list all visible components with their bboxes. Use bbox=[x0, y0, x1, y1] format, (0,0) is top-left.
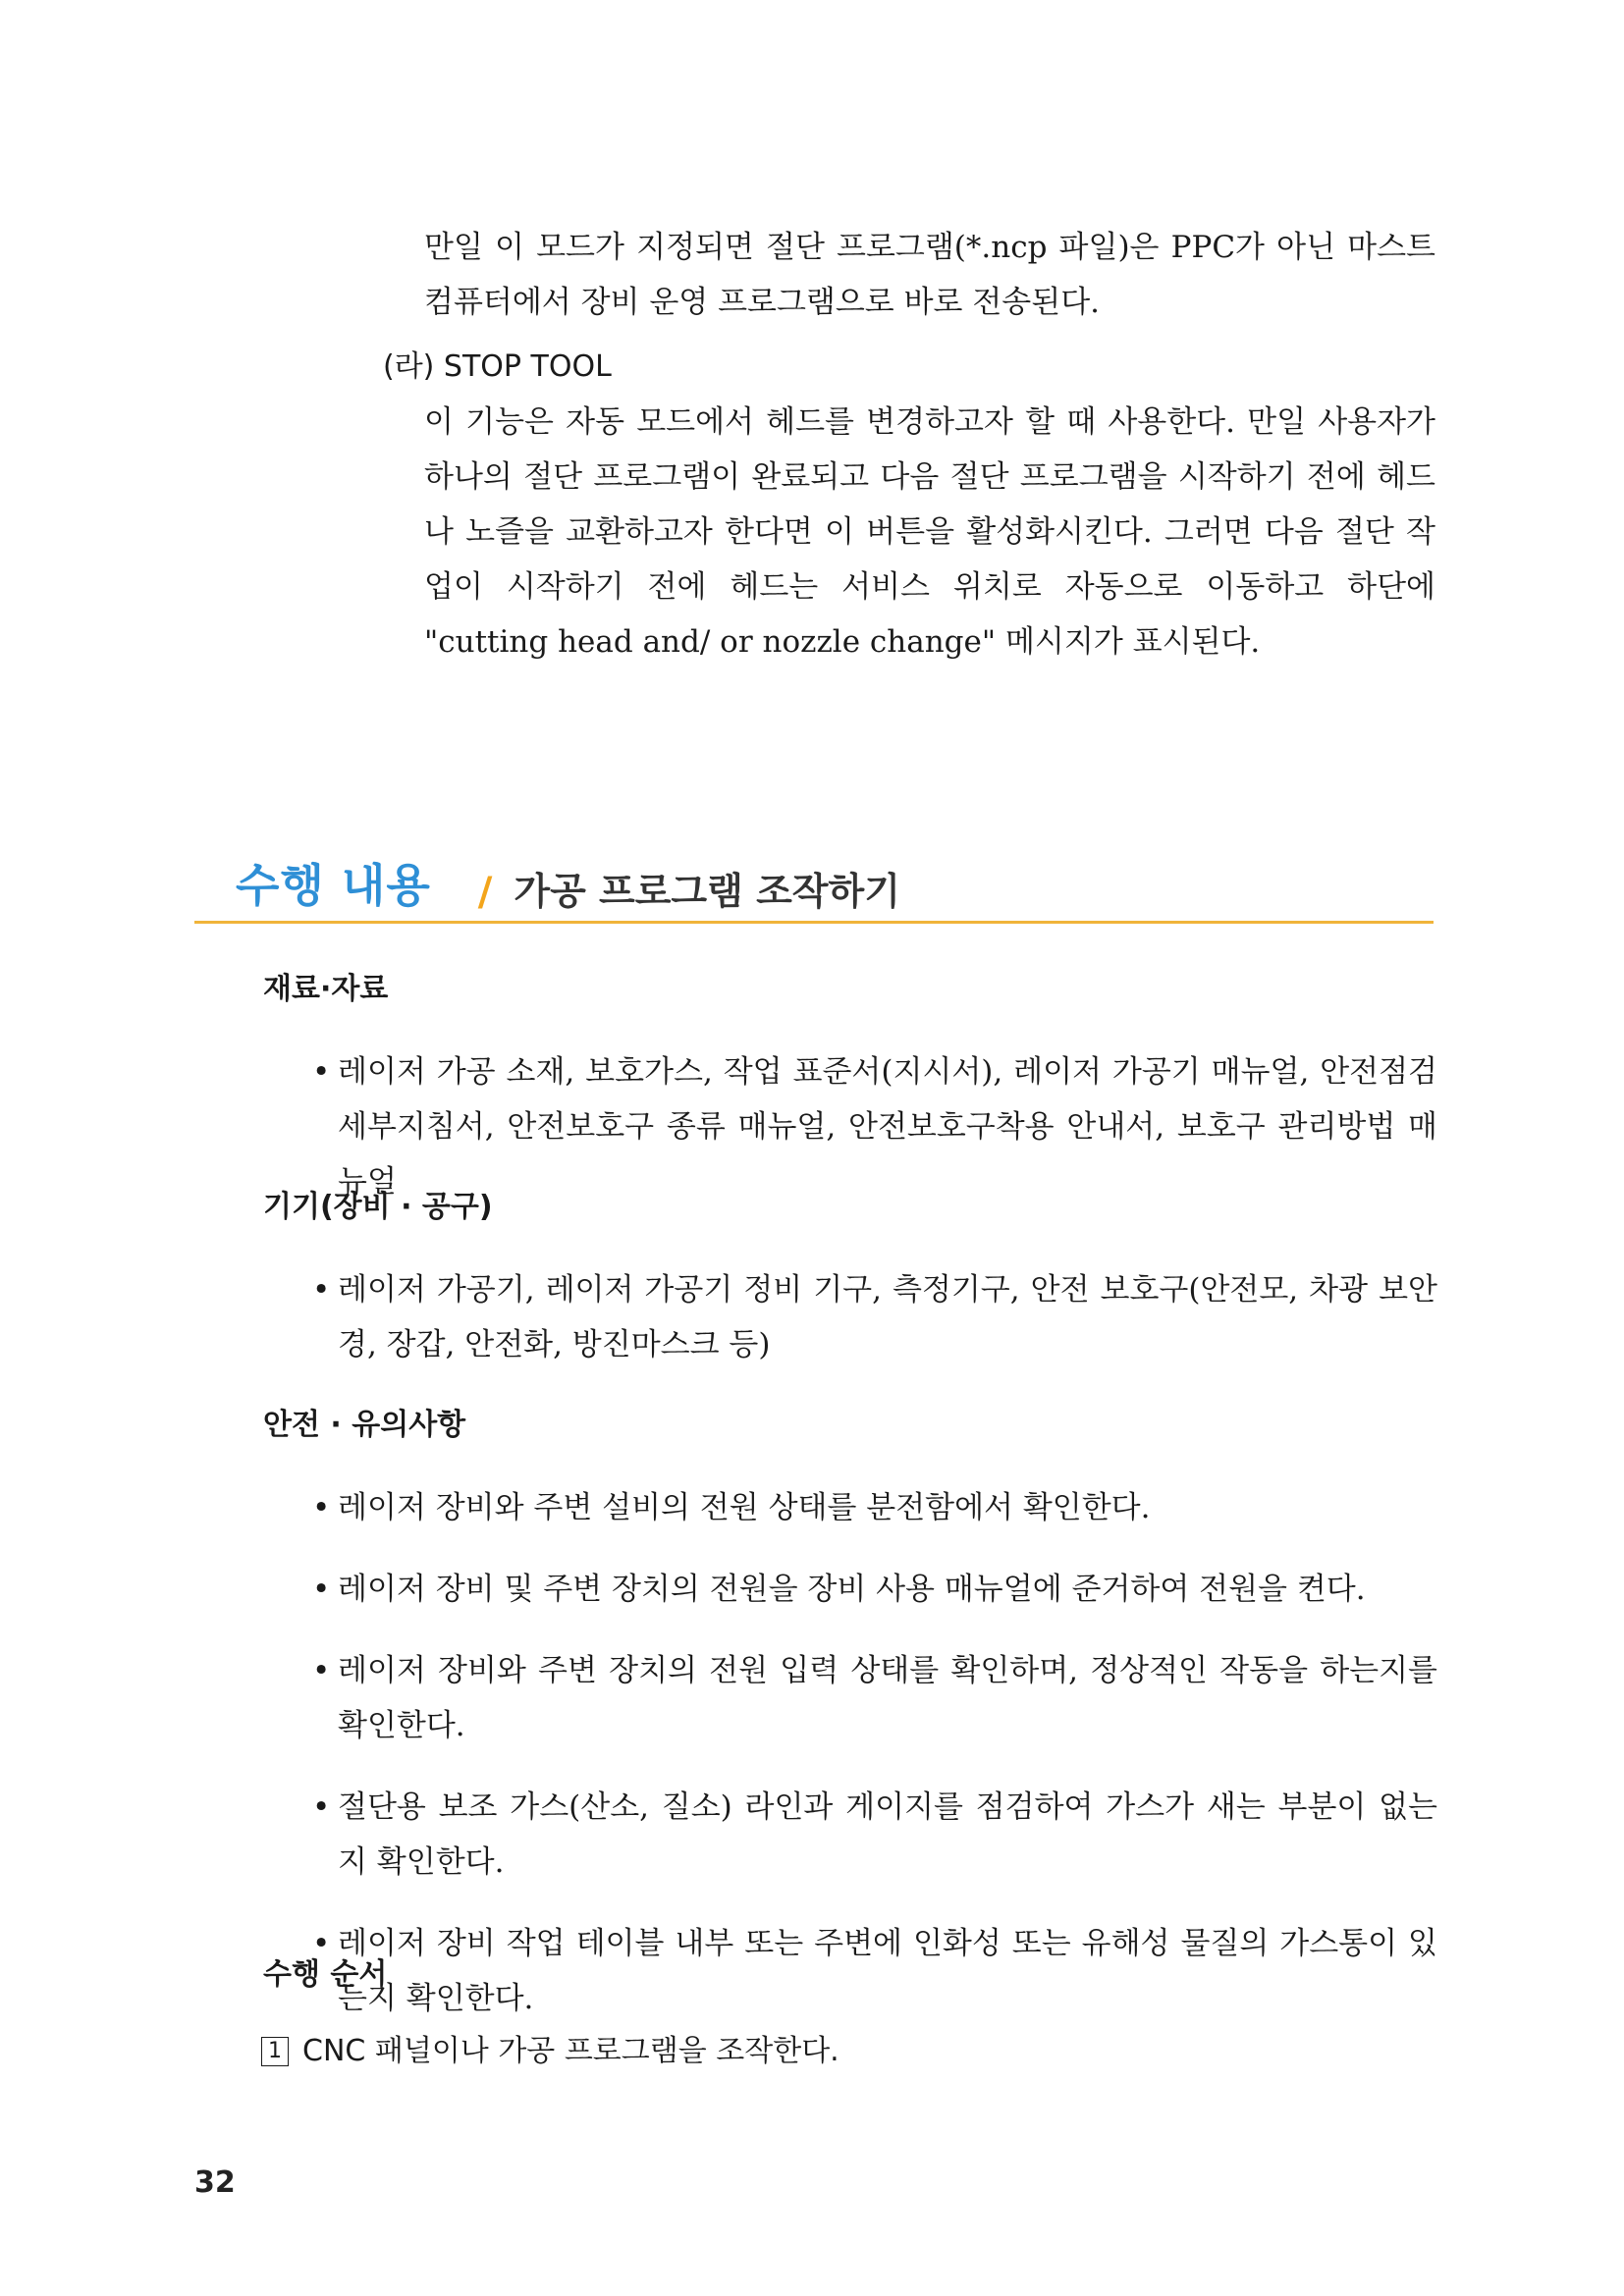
equipment-list bbox=[312, 1262, 1437, 1372]
step-text: CNC 패널이나 가공 프로그램을 조작한다. bbox=[302, 2034, 839, 2068]
list-item bbox=[312, 1562, 1437, 1617]
equipment-heading: 기기(장비 · 공구) bbox=[263, 1190, 493, 1224]
safety-heading: 안전 · 유의사항 bbox=[263, 1408, 466, 1442]
list-item bbox=[312, 1916, 1437, 2026]
bullet-icon: • bbox=[312, 1572, 331, 1607]
bullet-icon: • bbox=[312, 1490, 331, 1525]
bullet-icon: • bbox=[312, 1926, 331, 1961]
safety-item-text: 절단용 보조 가스(산소, 질소) 라인과 게이지를 점검하여 가스가 새는 부분이 없는지 확인한다. bbox=[338, 1789, 1437, 1880]
safety-item-text: 레이저 장비 작업 테이블 내부 또는 주변에 인화성 또는 유해성 물질의 가스통이 있는지 확인한다. bbox=[338, 1926, 1437, 2016]
intro-paragraph-1: 만일 이 모드가 지정되면 절단 프로그램(*.ncp 파일)은 PPC가 아닌 마스트 컴퓨터에서 장비 운영 프로그램으로 바로 전송된다. bbox=[424, 230, 1435, 320]
section-title-slash: / bbox=[477, 870, 493, 915]
bullet-icon: • bbox=[312, 1653, 331, 1688]
page-number: 32 bbox=[194, 2165, 236, 2200]
safety-item-text: 레이저 장비와 주변 설비의 전원 상태를 분전함에서 확인한다. bbox=[338, 1490, 1151, 1525]
list-item bbox=[312, 1480, 1437, 1535]
procedure-step-1 bbox=[261, 2024, 839, 2079]
materials-list bbox=[312, 1044, 1437, 1209]
section-title bbox=[236, 846, 900, 915]
list-item bbox=[312, 1643, 1437, 1753]
list-item bbox=[312, 1780, 1437, 1890]
safety-item-text: 레이저 장비 및 주변 장치의 전원을 장비 사용 매뉴얼에 준거하여 전원을 켠다. bbox=[338, 1572, 1366, 1607]
section-title-underline bbox=[194, 921, 1434, 924]
intro-paragraph-2: 이 기능은 자동 모드에서 헤드를 변경하고자 할 때 사용한다. 만일 사용자가 하나의 절단 프로그램이 완료되고 다음 절단 프로그램을 시작하기 전에 헤드나 노즐을 교환하고자 한다면 이 버튼을 활성화시킨다. 그러면 다음 절단 작업이 시작하기 전에 헤드는 서비스 위치로 자동으로 이동하고 하단에 "cutting head and/ or nozzle change" 메시지가 표시된다. bbox=[424, 404, 1435, 660]
bullet-icon: • bbox=[312, 1054, 331, 1090]
step-number-box: 1 bbox=[261, 2037, 289, 2066]
equipment-item-text: 레이저 가공기, 레이저 가공기 정비 기구, 측정기구, 안전 보호구(안전모, 차광 보안경, 장갑, 안전화, 방진마스크 등) bbox=[338, 1272, 1437, 1362]
materials-item-text: 레이저 가공 소재, 보호가스, 작업 표준서(지시서), 레이저 가공기 매뉴얼, 안전점검 세부지침서, 안전보호구 종류 매뉴얼, 안전보호구착용 안내서, 보호구 관리방법 매뉴얼 bbox=[338, 1054, 1437, 1200]
section-main-title: 수행 내용 bbox=[236, 859, 431, 912]
materials-heading: 재료·자료 bbox=[263, 972, 389, 1006]
bullet-icon: • bbox=[312, 1272, 331, 1308]
procedure-heading: 수행 순서 bbox=[263, 1957, 388, 1992]
section-sub-title: 가공 프로그램 조작하기 bbox=[514, 870, 900, 913]
bullet-icon: • bbox=[312, 1789, 331, 1825]
safety-list bbox=[312, 1480, 1437, 2053]
subsection-heading-stop-tool: (라) STOP TOOL bbox=[383, 349, 612, 384]
safety-item-text: 레이저 장비와 주변 장치의 전원 입력 상태를 확인하며, 정상적인 작동을 하는지를 확인한다. bbox=[338, 1653, 1437, 1743]
list-item bbox=[312, 1262, 1437, 1372]
list-item bbox=[312, 1044, 1437, 1209]
